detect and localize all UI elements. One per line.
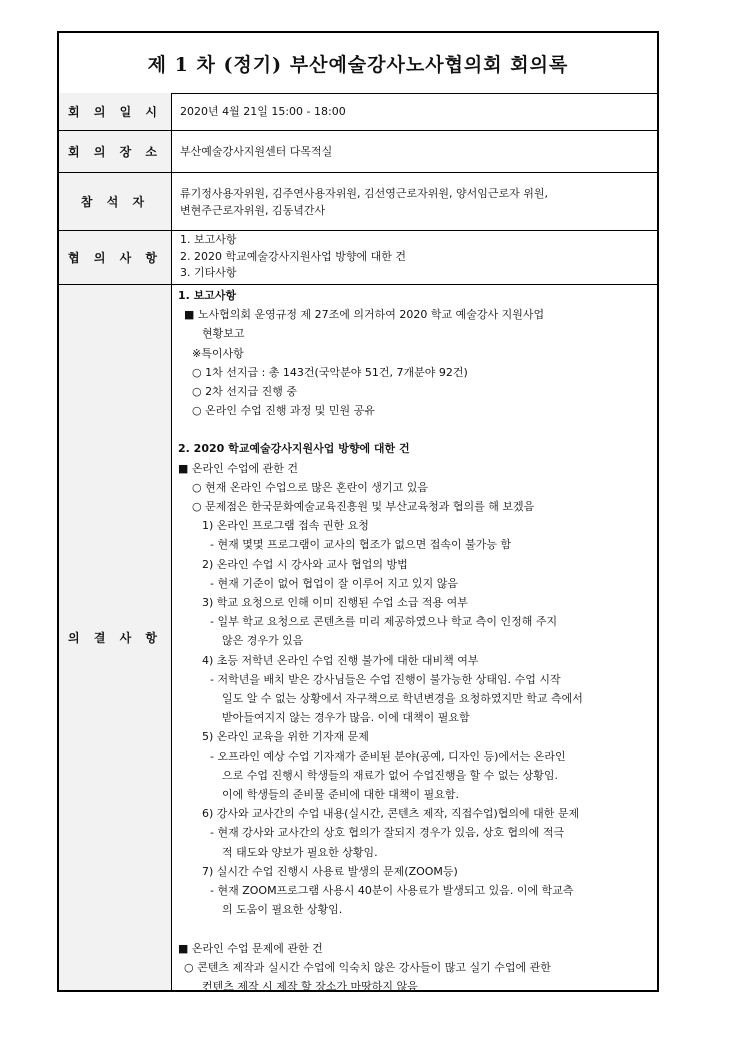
row-agenda [59,231,657,285]
minutes-line: ○ 콘텐츠 제작과 실시간 수업에 익숙치 않은 강사들이 많고 실기 수업에 관한 [184,960,551,974]
agenda-item: 3. 기타사항 [180,266,237,279]
minutes-line: - 현재 강사와 교사간의 상호 협의가 잘되지 경우가 있음, 상호 협의에 적극 [210,826,565,840]
minutes-line: - 저학년을 배치 받은 강사님들은 수업 진행이 불가능한 상태임. 수업 시작 [210,672,561,686]
minutes-line: 일도 알 수 없는 상황에서 자구책으로 학년변경을 요청하였지만 학교 측에서 [222,692,583,706]
section-heading: 1. 보고사항 [178,289,237,302]
minutes-line: 받아들여지지 않는 경우가 많음. 이에 대책이 필요함 [222,711,470,725]
minutes-line: 않은 경우가 있음 [222,634,304,648]
label-place: 회 의 장 소 [59,131,172,172]
minutes-line: 으로 수업 진행시 학생들의 재료가 없어 수업진행을 할 수 없는 상황임. [222,768,558,782]
value-place: 부산예술강사지원센터 다목적실 [180,145,333,158]
minutes-line: 5) 온라인 교육을 위한 기자재 문제 [202,730,369,744]
minutes-line: 2) 온라인 수업 시 강사와 교사 협업의 방법 [202,557,408,571]
minutes-line: 이에 학생들의 준비물 준비에 대한 대책이 필요함. [222,788,459,802]
value-agenda [172,231,657,284]
attendees-line: 변현주근로자위원, 김동녘간사 [180,204,326,217]
minutes-line: 현황보고 [202,327,245,341]
value-date: 2020년 4월 21일 15:00 - 18:00 [180,105,346,118]
minutes-line: ○ 1차 선지급 : 총 143건(국악분야 51건, 7개분야 92건) [192,365,468,379]
minutes-line: - 일부 학교 요청으로 콘텐츠를 미리 제공하였으나 학교 측이 인정해 주지 [210,615,558,629]
minutes-line: 적 태도와 양보가 필요한 상황임. [222,845,378,859]
minutes-line: 6) 강사와 교사간의 수업 내용(실시간, 콘텐츠 제작, 직접수업)협의에 대한 문제 [202,807,580,821]
minutes-line: ■ 온라인 수업에 관한 건 [178,461,299,475]
minutes-line: - 현재 ZOOM프로그램 사용시 40분이 사용료가 발생되고 있음. 이에 학교측 [210,884,574,898]
minutes-line: 의 도움이 필요한 상황임. [222,903,343,917]
minutes-line: 3) 학교 요청으로 인해 이미 진행된 수업 소급 적용 여부 [202,596,468,610]
agenda-item: 1. 보고사항 [180,233,237,246]
label-agenda: 협 의 사 항 [59,231,172,284]
row-attendees [59,173,657,231]
label-date: 회 의 일 시 [59,93,172,130]
resolutions-body [172,285,657,993]
row-date [59,93,657,131]
minutes-line: ○ 2차 선지급 진행 중 [192,385,297,399]
agenda-item: 2. 2020 학교예술강사지원사업 방향에 대한 건 [180,249,406,263]
minutes-line: - 현재 몇몇 프로그램이 교사의 협조가 없으면 접속이 불가능 함 [210,538,512,552]
minutes-line: ■ 노사협의회 운영규정 제 27조에 의거하여 2020 학교 예술강사 지원사업 [184,308,545,322]
minutes-line: - 오프라인 예상 수업 기자재가 준비된 분야(공예, 디자인 등)에서는 온라인 [210,749,566,763]
section-heading: 2. 2020 학교예술강사지원사업 방향에 대한 건 [178,442,410,456]
label-resolutions: 의 결 사 항 [59,285,172,990]
minutes-line: ○ 현재 온라인 수업으로 많은 혼란이 생기고 있음 [192,480,428,494]
minutes-line: ※특이사항 [192,346,244,360]
minutes-line: ■ 온라인 수업 문제에 관한 건 [178,941,323,955]
minutes-table [57,31,659,992]
document-title: 제 1 차 (정기) 부산예술강사노사협의회 회의록 [59,33,657,94]
minutes-line: 1) 온라인 프로그램 접속 권한 요청 [202,519,369,533]
row-place [59,131,657,173]
label-attendees: 참 석 자 [59,173,172,230]
minutes-line: 4) 초등 저학년 온라인 수업 진행 불가에 대한 대비책 여부 [202,653,479,667]
minutes-line: 컨텐츠 제작 시 제작 할 장소가 마땅하지 않음 [202,979,418,993]
minutes-line: - 현재 기준이 없어 협업이 잘 이루어 지고 있지 않음 [210,576,458,590]
row-resolutions [59,285,657,993]
value-attendees [172,173,657,230]
minutes-line: ○ 온라인 수업 진행 과정 및 민원 공유 [192,404,375,418]
attendees-line: 류기정사용자위원, 김주연사용자위원, 김선영근로자위원, 양서임근로자 위원, [180,187,549,200]
minutes-line: 7) 실시간 수업 진행시 사용료 발생의 문제(ZOOM등) [202,864,458,878]
minutes-line: ○ 문제점은 한국문화예술교육진흥원 및 부산교육청과 협의를 해 보겠음 [192,500,535,514]
